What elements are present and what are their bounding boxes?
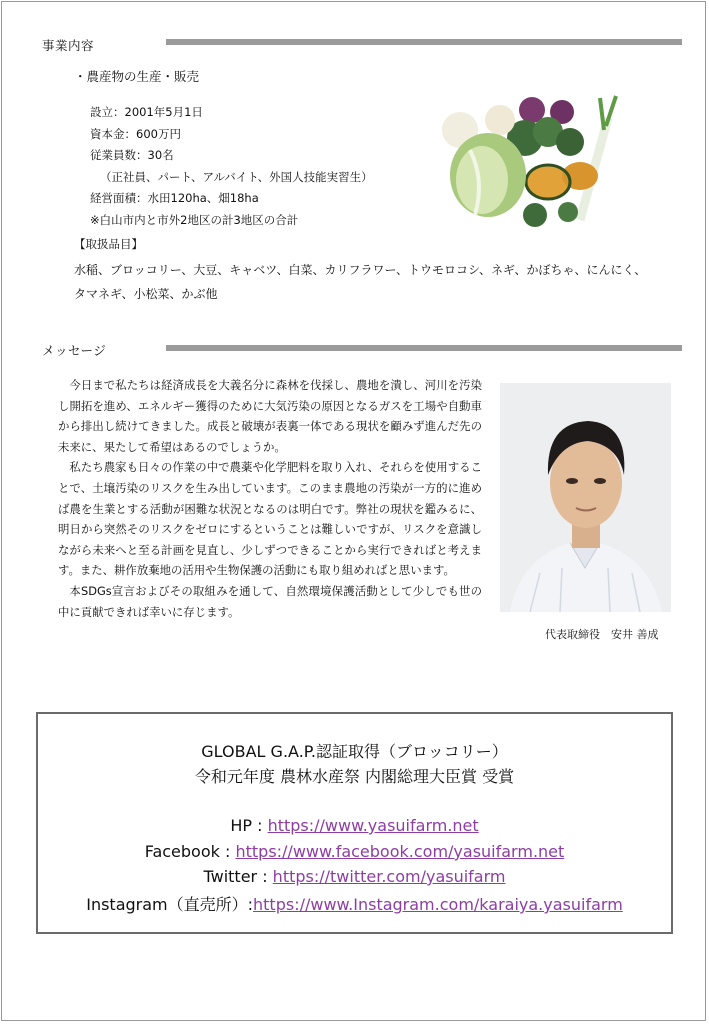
link-line-instagram: [38, 892, 671, 915]
employees-note: （正社員、パート、アルバイト、外国人技能実習生）: [100, 169, 373, 184]
business-heading: 事業内容: [42, 38, 95, 53]
vegetables-photo: [430, 90, 620, 240]
award-gap: GLOBAL G.A.P.認証取得（ブロッコリー）: [201, 742, 508, 761]
facebook-link[interactable]: https://www.facebook.com/yasuifarm.net: [235, 842, 565, 861]
message-paragraph-2: 私たち農家も日々の作業の中で農薬や化学肥料を取り入れ、それらを使用することで、土壌汚染のリスクを生み出しています。このまま農地の汚染が一方的に進めば農を生業とする活動が困難な状況となるのは明白です。弊社の現状を鑑みるに、明日から突然そのリスクをゼロにするということは難しいですが、リスクを意識しながら未来へと至る計画を見直し、少しずつできることから実行できればと考えます。また、耕作放棄地の活用や生物保護の活動にも取り組めればと思います。: [58, 460, 482, 578]
items-list: [74, 258, 654, 306]
items-heading: 【取扱品目】: [74, 237, 143, 251]
business-heading-rule: [166, 39, 682, 45]
link-line-hp: [38, 816, 671, 835]
facebook-label: Facebook :: [144, 842, 236, 861]
message-paragraph-1: 今日まで私たちは経済成長を大義名分に森林を伐採し、農地を潰し、河川を汚染し開拓を進め、エネルギー獲得のために大気汚染の原因となるガスを工場や自動車から排出し続けてきました。成長と破壊が表裏一体である現状を顧みず進んだ先の未来に、果たして希望はあるのでしょうか。: [58, 378, 482, 454]
farm-area: 経営面積：水田120ha、畑18ha: [90, 191, 259, 205]
message-body: [58, 375, 482, 622]
link-line-twitter: [38, 867, 671, 886]
established: 設立：2001年5月1日: [90, 105, 203, 119]
message-heading-rule: [166, 345, 682, 351]
twitter-link[interactable]: https://twitter.com/yasuifarm: [272, 867, 506, 886]
hp-label: HP :: [230, 816, 268, 835]
company-info: [90, 102, 373, 231]
message-paragraph-3: 本SDGs宣言およびその取組みを通して、自然環境保護活動として少しでも世の中に貢献できれば幸いに存じます。: [58, 583, 482, 619]
award-prime-minister: 令和元年度 農林水産祭 内閣総理大臣賞 受賞: [194, 767, 515, 786]
farm-area-note: ※白山市内と市外2地区の計3地区の合計: [90, 212, 299, 227]
link-line-facebook: [38, 842, 671, 861]
instagram-label: Instagram（直売所）:: [86, 895, 254, 914]
twitter-label: Twitter :: [203, 867, 273, 886]
instagram-link[interactable]: https://www.Instagram.com/karaiya.yasuifarm: [253, 895, 623, 914]
president-portrait: [500, 383, 671, 612]
capital: 資本金：600万円: [90, 126, 181, 141]
employees: 従業員数：30名: [90, 148, 174, 162]
awards-links-box: [36, 712, 673, 934]
hp-link[interactable]: https://www.yasuifarm.net: [267, 816, 479, 835]
items-line-2: タマネギ、小松菜、かぶ他: [74, 287, 218, 301]
president-caption: 代表取締役 安井 善成: [545, 628, 659, 641]
items-line-1: 水稲、ブロッコリー、大豆、キャベツ、白菜、カリフラワー、トウモロコシ、ネギ、かぼちゃ、にんにく、: [74, 263, 647, 277]
message-heading: メッセージ: [42, 343, 107, 358]
business-bullet: ・農産物の生産・販売: [74, 69, 200, 84]
